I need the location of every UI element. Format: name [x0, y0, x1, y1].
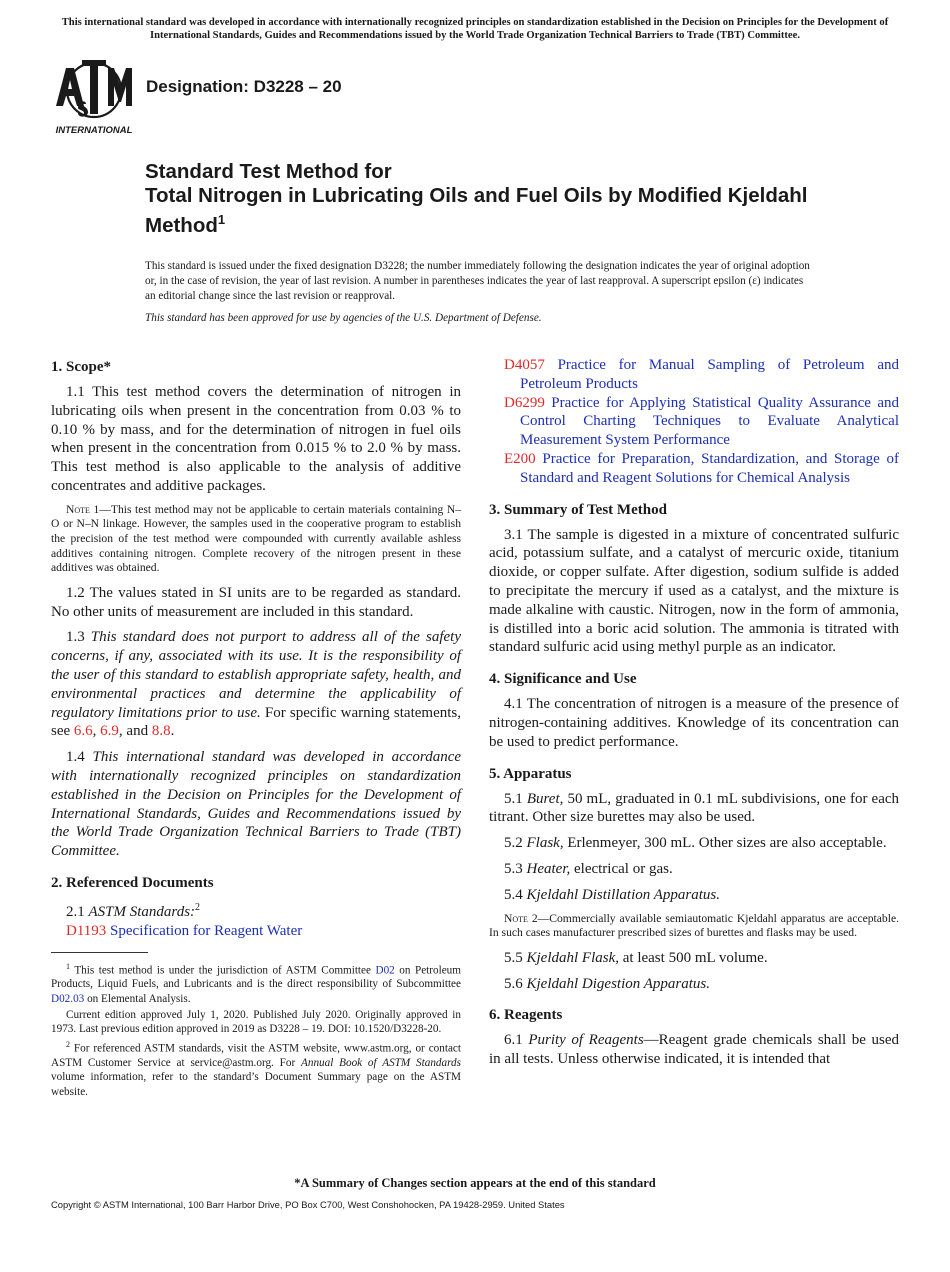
footnote-2	[51, 1038, 461, 1099]
para-5-6-term: Kjeldahl Digestion Apparatus.	[526, 975, 710, 992]
designation: Designation: D3228 – 20	[146, 77, 342, 96]
ref-d1193-code[interactable]: D1193	[66, 922, 107, 939]
footnote-2-text-a: For referenced ASTM standards, visit the ASTM website, www.astm.org, or contact ASTM Customer Service at service@astm.org. For	[51, 1042, 461, 1070]
section-6-heading: 6. Reagents	[489, 1007, 563, 1024]
footnote-1-mark: 1	[66, 961, 70, 971]
note-2	[489, 912, 899, 941]
para-5-5-text: at least 500 mL volume.	[622, 949, 768, 966]
para-1-4	[51, 748, 461, 861]
para-5-1-text: 50 mL, graduated in 0.1 mL subdivisions, one for each titrant. Other size burettes may also be used.	[489, 790, 900, 826]
para-6-1-term: Purity of Reagents	[528, 1032, 644, 1049]
para-5-4-term: Kjeldahl Distillation Apparatus.	[526, 886, 720, 903]
link-d02[interactable]: D02	[375, 964, 395, 977]
footnote-1-text-a: This test method is under the jurisdiction of ASTM Committee	[74, 964, 371, 977]
section-3-heading: 3. Summary of Test Method	[489, 501, 667, 518]
right-column	[489, 356, 899, 1076]
section-2-heading: 2. Referenced Documents	[51, 874, 214, 891]
page-title	[145, 160, 865, 238]
footnote-1	[51, 960, 461, 1006]
footnote-1-text-c: on Elemental Analysis.	[87, 992, 191, 1005]
para-5-5	[489, 949, 899, 968]
summary-of-changes-note: *A Summary of Changes section appears at the end of this standard	[294, 1176, 656, 1190]
para-1-3-num: 1.3	[66, 629, 85, 646]
para-5-3	[489, 860, 899, 879]
para-5-3-text: electrical or gas.	[574, 860, 673, 877]
para-1-3-end: .	[170, 723, 175, 740]
title-line-2: Total Nitrogen in Lubricating Oils and Fuel Oils by Modified Kjeldahl Method	[145, 184, 808, 237]
para-5-4-num: 5.4	[504, 886, 523, 903]
para-2-1-num: 2.1	[66, 903, 85, 920]
para-1-3-comma: ,	[92, 723, 97, 740]
ref-e200-title[interactable]: Practice for Preparation, Standardization, and Storage of Standard and Reagent Solutions for Chemical Analysis	[520, 450, 900, 486]
ref-d6299-title[interactable]: Practice for Applying Statistical Quality Assurance and Control Charting Techniques to Evaluate Analytical Measurement System Performance	[520, 394, 899, 449]
para-5-5-term: Kjeldahl Flask,	[526, 949, 619, 966]
footnote-2-mark: 2	[66, 1040, 70, 1050]
ref-d4057-code[interactable]: D4057	[504, 357, 545, 373]
para-5-1-term: Buret,	[526, 790, 564, 807]
para-1-3	[51, 628, 461, 741]
para-5-5-num: 5.5	[504, 949, 523, 966]
section-4-heading: 4. Significance and Use	[489, 671, 637, 688]
para-1-3-tail: For specific warning statements, see	[51, 704, 461, 740]
para-5-4	[489, 886, 899, 905]
ref-d1193-title[interactable]: Specification for Reagent Water	[110, 922, 303, 939]
tbt-notice: This international standard was developed in accordance with internationally recognized principles on standardization established in the Decision on Principles for the Development of International Standards, Guides and Recommendations issued by the World Trade Organization Technical Barriers to Trade (TBT) Committee.	[61, 17, 889, 41]
para-6-1-text: —Reagent grade chemicals shall be used in all tests. Unless otherwise indicated, it is intended that	[489, 1032, 899, 1068]
link-d02-03[interactable]: D02.03	[51, 992, 85, 1005]
designation-intro: This standard is issued under the fixed designation D3228; the number immediately following the designation indicates the year of original adoption or, in the case of revision, the year of last revision. A number in parentheses indicates the year of last reapproval. A superscript epsilon (ε) indicates an editorial change since the last revision or reapproval.	[145, 260, 810, 302]
ref-d1193	[51, 922, 461, 941]
para-5-6	[489, 975, 899, 994]
astm-logo	[52, 56, 136, 136]
para-5-1-num: 5.1	[504, 790, 523, 807]
para-6-1	[489, 1031, 899, 1069]
ref-e200-code[interactable]: E200	[504, 450, 536, 467]
ref-d4057	[489, 356, 899, 394]
ref-d6299	[489, 394, 899, 450]
para-1-4-text: This international standard was developed in accordance with internationally recognized principles on standardization established in the Decision on Principles for the Development of International Standards, Guides and Recommendations issued by the World Trade Organization Technical Barriers to Trade (TBT) Committee.	[51, 749, 462, 860]
note-1-label: Note 1	[66, 502, 100, 516]
note-1-text: —This test method may not be applicable to certain materials containing N–O or N–N linkage. However, the samples used in the cooperative program to establish the precision of the test method were compounded with currently available ashless additives containing nitrogen. Complete recovery of the nitrogen present in these additives was obtained.	[51, 502, 461, 575]
para-5-3-num: 5.3	[504, 860, 523, 877]
ref-d4057-title[interactable]: Practice for Manual Sampling of Petroleum and Petroleum Products	[520, 357, 899, 392]
footnote-2-book: Annual Book of ASTM Standards	[301, 1057, 461, 1070]
para-1-1: 1.1 This test method covers the determination of nitrogen in lubricating oils when present in the concentration from 0.03 % to 0.10 % by mass, and for the determination of nitrogen in fuel oils when present in the concentration from 0.015 % to 2.0 % by mass. This test method is also applicable to the analysis of additive concentrates and additive packages.	[51, 384, 461, 494]
link-6-9[interactable]: 6.9	[100, 723, 119, 740]
ref-d6299-code[interactable]: D6299	[504, 394, 545, 411]
para-1-2: 1.2 The values stated in SI units are to be regarded as standard. No other units of measurement are included in this standard.	[51, 584, 461, 620]
para-4-1: 4.1 The concentration of nitrogen is a measure of the presence of nitrogen-containing additives. Knowledge of its concentration can be used to predict performance.	[489, 696, 899, 750]
logo-wordmark: INTERNATIONAL	[55, 125, 133, 136]
note-1	[51, 503, 461, 576]
para-1-3-safety: This standard does not purport to address all of the safety concerns, if any, associated with its use. It is the responsibility of the user of this standard to establish appropriate safety, health, and environmental practices and determine the applicability of regulatory limitations prior to use.	[51, 629, 461, 721]
link-8-8[interactable]: 8.8	[151, 723, 171, 740]
copyright: Copyright © ASTM International, 100 Barr Harbor Drive, PO Box C700, West Conshohocken, PA 19428-2959. United States	[51, 1199, 565, 1210]
ref-e200	[489, 450, 899, 488]
section-5-heading: 5. Apparatus	[489, 765, 572, 782]
para-5-2-num: 5.2	[504, 835, 523, 852]
link-6-6[interactable]: 6.6	[73, 723, 93, 740]
footnote-2-ref[interactable]: 2	[195, 901, 201, 913]
footnote-2-text-b: volume information, refer to the standard’s Document Summary page on the ASTM website.	[51, 1071, 461, 1098]
note-2-text: —Commercially available semiautomatic Kjeldahl apparatus are acceptable. In such cases manufacturer prescribed sizes of burettes and flasks may be used.	[489, 911, 899, 940]
para-5-3-term: Heater,	[526, 860, 571, 877]
para-5-2-text: Erlenmeyer, 300 mL. Other sizes are also acceptable.	[567, 835, 887, 852]
edition-note: Current edition approved July 1, 2020. Published July 2020. Originally approved in 1973. Last previous edition approved in 2019 as D3228 – 19. DOI: 10.1520/D3228-20.	[51, 1008, 461, 1036]
footnote-1-text-b: on Petroleum Products, Liquid Fuels, and Lubricants and is the direct responsibility of Subcommittee	[51, 964, 461, 991]
para-5-6-num: 5.6	[504, 975, 523, 992]
footnote-divider	[51, 952, 148, 953]
para-6-1-num: 6.1	[504, 1032, 523, 1049]
dod-approval: This standard has been approved for use by agencies of the U.S. Department of Defense.	[145, 312, 542, 324]
para-1-3-and: , and	[118, 723, 149, 740]
para-2-1-label: ASTM Standards:	[88, 903, 196, 920]
para-5-1	[489, 790, 899, 828]
title-line-1: Standard Test Method for	[145, 160, 392, 183]
note-2-label: Note 2	[504, 911, 538, 925]
para-5-2-term: Flask,	[526, 835, 564, 852]
para-3-1: 3.1 The sample is digested in a mixture of concentrated sulfuric acid, potassium sulfate, and a catalyst of mercuric oxide, titanium dioxide, or copper sulfate. After digestion, sodium sulfide is added to precipitate the mercury if used as a catalyst, and the mixture is made alkaline with caustic. Nitrogen, now in the form of ammonia, is distilled into a boric acid solution. The ammonia is titrated with standard sulfuric acid using methyl purple as an indicator.	[489, 526, 899, 656]
para-1-4-num: 1.4	[66, 749, 85, 766]
section-1-heading: 1. Scope*	[51, 359, 111, 375]
title-footnote-ref[interactable]: 1	[217, 212, 226, 227]
para-5-2	[489, 834, 899, 853]
para-2-1	[51, 899, 461, 922]
left-column	[51, 358, 461, 1101]
